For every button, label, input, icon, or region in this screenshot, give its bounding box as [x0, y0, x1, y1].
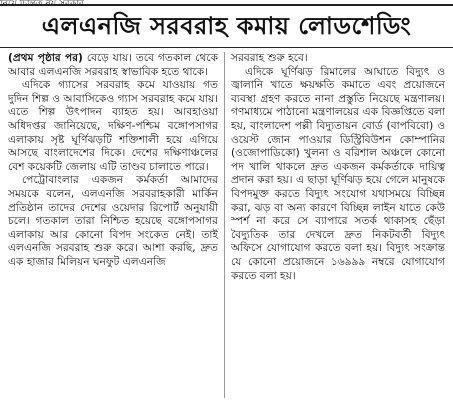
continuation-label: (প্রথম পৃষ্ঠার পর): [8, 52, 83, 64]
left-paragraph-3: পেট্রোবাংলার একজন কর্মকর্তা আমাদের সময়কে বলেন, এলএনজি সরবরাহকারী মার্কিন প্রতিষ্ঠান তাদের দেশের ওয়েদার রিপোর্ট অনুযায়ী চলে। গতকাল তারা নিশ্চিত হয়েছে বঙ্গোপসাগর এলাকায় আর কোনো বিপদ সংকেত নেই। তাই এলএনজি সরবরাহ শুরু করে। আশা করছি, দ্রুত এক হাজার মিলিয়ন ঘনফুট এলএনজি: [8, 174, 218, 268]
top-strip-text: নিয়ে চিন্তিত নয় সরকার: [0, 0, 84, 8]
right-paragraph-2: এদিকে ঘূর্ণিঝড় রিমালের আঘাতে বিদ্যুৎ ও জ্বালানি খাতে ক্ষয়ক্ষতি কমাতে এবং প্রয়োজনে ব্যবস্থা গ্রহণ করতে নানা প্রস্তুতি নিয়েছে মন্ত্রণালয়। গণমাধ্যমে পাঠানো মন্ত্রণালয়ের এক বিজ্ঞপ্তিতে বলা হয়, বাংলাদেশ পল্লী বিদ্যুতায়ন বোর্ড (বাপবিবো) ও ওয়েস্ট জোন পাওয়ার ডিস্ট্রিবিউশন কোম্পানির (ওজোপাডিকো) খুলনা ও বরিশাল অঞ্চলে কোনো পদ খালি থাকলে দ্রুত একজন কর্মকর্তাকে দায়িত্ব প্রদান করা হয়। এ ছাড়া ঘূর্ণিঝড় হয়ে গেলে মানুষকে বিপদমুক্ত করতে বিদ্যুৎ সংযোগ যথাসময়ে বিচ্ছিন্ন করা, ঝড় বা অন্য কারণে বিচ্ছিন্ন লাইন যাতে কেউ স্পর্শ না করে সে ব্যাপারে সতর্ক থাকাসহ ছেঁড়া বৈদ্যুতিক তার দেখলে দ্রুত নিকটবর্তী বিদ্যুৎ অফিসে যোগাযোগ করতে বলা হয়। বিদ্যুৎ সংক্রান্ত যে কোনো প্রয়োজনে ১৬৯৯৯ নম্বরে যোগাযোগ করতে বলা হয়।: [231, 65, 445, 282]
right-column: [231, 52, 445, 402]
left-paragraph-1-text: বেড়ে যায়। তবে গতকাল থেকে আবার এলএনজি সরবরাহ স্বাভাবিক হতে থাকে।: [8, 52, 218, 78]
left-paragraph-2: এদিকে গ্যাসের সরবরাহ কমে যাওয়ায় গত দুদিন শিল্প ও আবাসিকেও গ্যাস সরবরাহ কমে যায়। এতে শিল্প উৎপাদন ব্যাহত হয়। আবহাওয়া অধিদপ্তর জানিয়েছে, দক্ষিণ-পশ্চিম বঙ্গোপসাগর এলাকায় সৃষ্ট ঘূর্ণিঝড়টি শক্তিশালী হয়ে এগিয়ে আসছে বাংলাদেশের দিকে। দেশের দক্ষিণাঞ্চলের বেশ কয়েকটি জেলায় এটি তাণ্ডব চালাতে পারে।: [8, 79, 218, 173]
article-headline: এলএনজি সরবরাহ কমায় লোডশেডিং: [0, 4, 453, 48]
column-divider: [224, 52, 225, 398]
right-paragraph-1: সরবরাহ শুরু হবে।: [231, 52, 308, 64]
left-column: [8, 52, 218, 402]
left-paragraph-1: [8, 52, 218, 79]
